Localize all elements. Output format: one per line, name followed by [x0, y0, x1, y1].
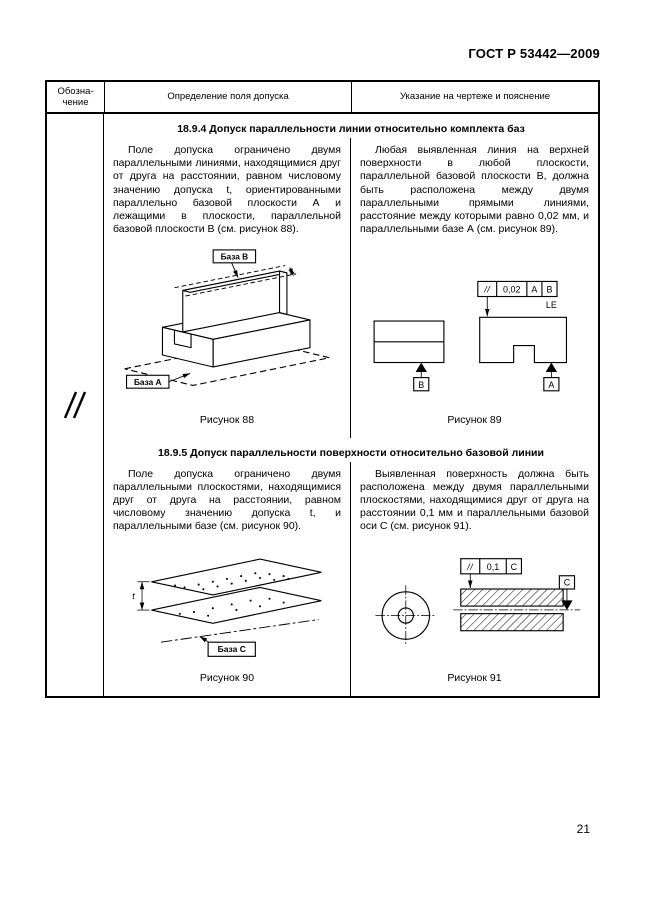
- definition-column-2: [104, 462, 351, 696]
- figure-89-caption: Рисунок 89: [447, 413, 502, 426]
- tolerance-table: [45, 80, 600, 698]
- figure-91-caption: Рисунок 91: [447, 671, 502, 684]
- base-c-label: База С: [217, 643, 246, 654]
- figure-89-drawing: [366, 272, 584, 404]
- frame-datum-c: C: [510, 561, 517, 572]
- section-title-18-9-4: 18.9.4 Допуск параллельности линии относительно комплекта баз: [177, 123, 525, 135]
- datum-b-letter: B: [417, 379, 424, 390]
- figure-90-drawing: [118, 544, 336, 662]
- le-label: LE: [545, 299, 557, 310]
- frame-datum-b: B: [546, 284, 552, 295]
- document-title: ГОСТ Р 53442—2009: [468, 46, 600, 61]
- definition-text-1: Поле допуска ограничено двумя параллельными линиями, находящимися друг от друга на расстоянии, равном числовому значению допуска t, ориентированными параллельно базовой плоскости А и лежащими в плоскости, параллельной базовой плоскости В (см. рисунок 88).: [113, 144, 341, 236]
- figure-88: [113, 237, 341, 426]
- table-body: [47, 114, 598, 696]
- base-a-label: База А: [133, 376, 162, 387]
- definition-header-text: Определение поля допуска: [167, 91, 289, 103]
- base-b-label: База В: [220, 251, 249, 262]
- designation-header-line1: Обозна-: [57, 85, 94, 97]
- datum-triangle-b: [415, 362, 426, 371]
- table-header-row: [47, 82, 598, 114]
- parallelism-frame-icon: //: [466, 561, 473, 572]
- indication-text-1: Любая выявленная линия на верхней поверхности в любой плоскости, параллельной базовой плоскости В, должна быть расположена между двумя параллельными прямыми линиями, расстояние между которыми равно 0,02 мм, и параллельными базе А (см. рисунок 89).: [360, 144, 589, 236]
- section-18-9-4-row: [104, 138, 598, 438]
- figure-91: [360, 543, 589, 684]
- indication-column-2: [351, 462, 598, 696]
- tolerance-value: 0,1: [486, 561, 499, 572]
- definition-text-2: Поле допуска ограничено двумя параллельными плоскостями, находящимися друг от друга на расстоянии, равном числовому значению допуска t, и параллельными базе (см. рисунок 90).: [113, 467, 341, 533]
- section-18-9-5-row: [104, 462, 598, 696]
- parallelism-frame-icon: //: [483, 284, 490, 295]
- parallelism-symbol-icon: [57, 389, 93, 421]
- figure-89: [360, 262, 589, 426]
- column-header-definition: [104, 82, 351, 112]
- section-title-18-9-5: 18.9.5 Допуск параллельности поверхности относительно базовой линии: [158, 446, 544, 459]
- datum-c-letter: C: [563, 577, 570, 588]
- datum-a-letter: A: [547, 379, 554, 390]
- indication-column-1: [351, 138, 598, 438]
- content-cell: [104, 114, 598, 696]
- designation-header-line2: чение: [62, 97, 89, 108]
- column-header-indication: [351, 82, 598, 112]
- stipple-dots: [174, 572, 289, 617]
- page-number: 21: [576, 822, 590, 836]
- frame-datum-a: A: [530, 284, 537, 295]
- indication-header-text: Указание на чертеже и пояснение: [399, 91, 551, 103]
- designation-cell: [47, 114, 104, 696]
- t-dimension-label: t: [132, 590, 135, 601]
- figure-88-drawing: [121, 247, 333, 404]
- figure-90-caption: Рисунок 90: [199, 671, 255, 684]
- indication-text-2: Выявленная поверхность должна быть расположена между двумя параллельными плоскостями, находящимися друг от друга на расстоянии 0,1 мм и параллельными базовой оси С (см. рисунок 91).: [360, 467, 589, 533]
- datum-triangle-a: [545, 362, 556, 371]
- tolerance-value: 0,02: [502, 284, 520, 295]
- definition-column-1: [104, 138, 351, 438]
- column-header-designation: [47, 82, 104, 112]
- figure-88-caption: Рисунок 88: [199, 413, 255, 426]
- figure-91-drawing: [366, 553, 584, 662]
- figure-90: [113, 534, 341, 684]
